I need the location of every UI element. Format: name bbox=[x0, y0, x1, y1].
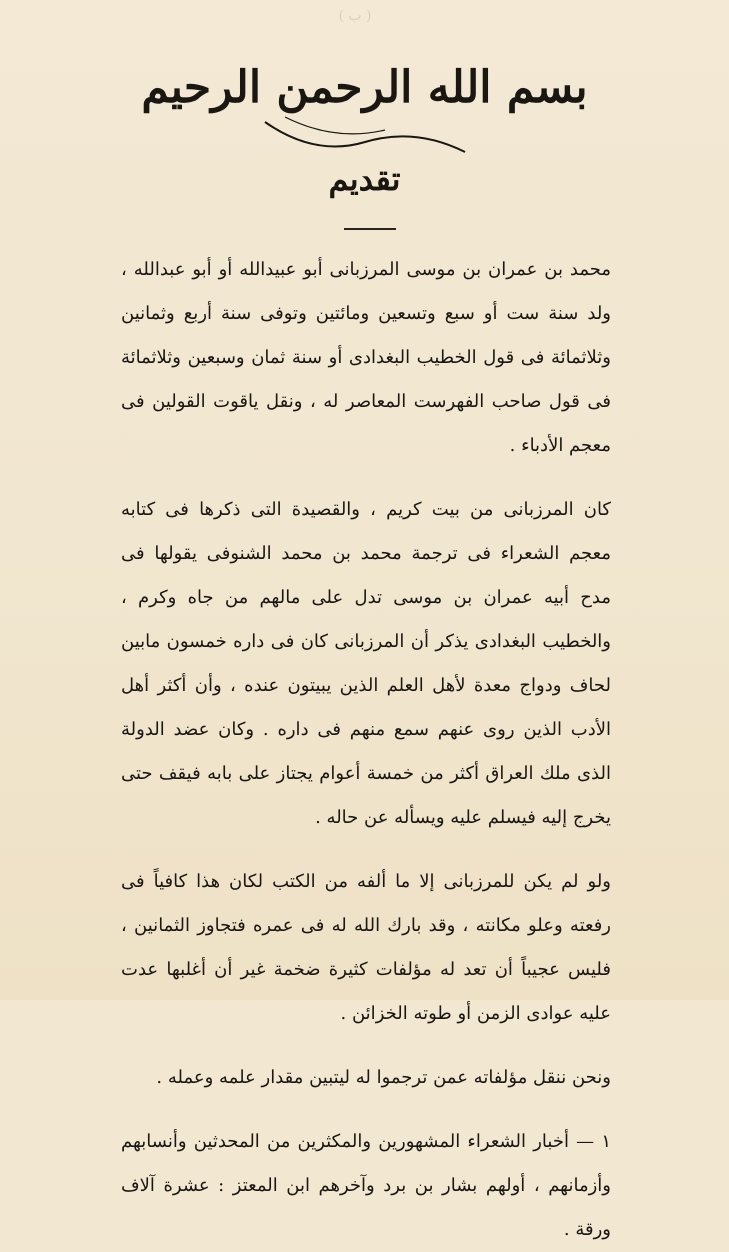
paragraph-1: محمد بن عمران بن موسى المرزبانى أبو عبيدالله أو أبو عبدالله ، ولد سنة ست أو سبع وتسعين ومائتين وتوفى سنة أربع وثمانين وثلاثمائة فى قول الخطيب البغدادى أو سنة ثمان وسبعين وثلاثمائة فى قول صاحب الفهرست المعاصر له ، ونقل ياقوت القولين فى معجم الأدباء . bbox=[121, 259, 611, 456]
closing-paragraph: ونحن ننقل مؤلفاته عمن ترجموا له ليتبين مقدار علمه وعمله . bbox=[156, 1067, 611, 1088]
paragraph-2: كان المرزبانى من بيت كريم ، والقصيدة التى ذكرها فى كتابه معجم الشعراء فى ترجمة محمد بن محمد الشنوفى يقولها فى مدح أبيه عمران بن موسى تدل على مالهم من جاه وكرم ، والخطيب البغدادى يذكر أن المرزبانى كان فى داره خمسون مابين لحاف ودواج معدة لأهل العلم الذين يبيتون عنده ، وأن أكثر أهل الأدب الذين روى عنهم سمع منهم فى داره . وكان عضد الدولة الذى ملك العراق أكثر من خمسة أعوام يجتاز على بابه فيقف حتى يخرج إليه فيسلم عليه ويسأله عن حاله . bbox=[121, 499, 611, 828]
basmala-heading: بسم الله الرحمن الرحيم bbox=[141, 62, 588, 113]
paragraph-3: ولو لم يكن للمرزبانى إلا ما ألفه من الكتب لكان هذا كافياً فى رفعته وعلو مكانته ، وقد بارك الله له فى عمره فتجاوز الثمانين ، فليس عجيباً أن تعد له مؤلفات كثيرة ضخمة غير أن أغلبها عدت عليه عوادى الزمن أو طوته الخزائن . bbox=[121, 871, 611, 1024]
calligraphy-flourish-icon bbox=[255, 112, 475, 162]
list-item-1: ١ — أخبار الشعراء المشهورين والمكثرين من المحدثين وأنسابهم وأزمانهم ، أولهم بشار بن برد وآخرهم ابن المعتز : عشرة آلاف ورقة . bbox=[121, 1131, 611, 1240]
title-divider bbox=[344, 228, 396, 230]
faint-bleed-through: ( ب ) bbox=[338, 8, 372, 24]
section-title: تقديم bbox=[328, 160, 401, 198]
body-text bbox=[121, 248, 611, 1252]
